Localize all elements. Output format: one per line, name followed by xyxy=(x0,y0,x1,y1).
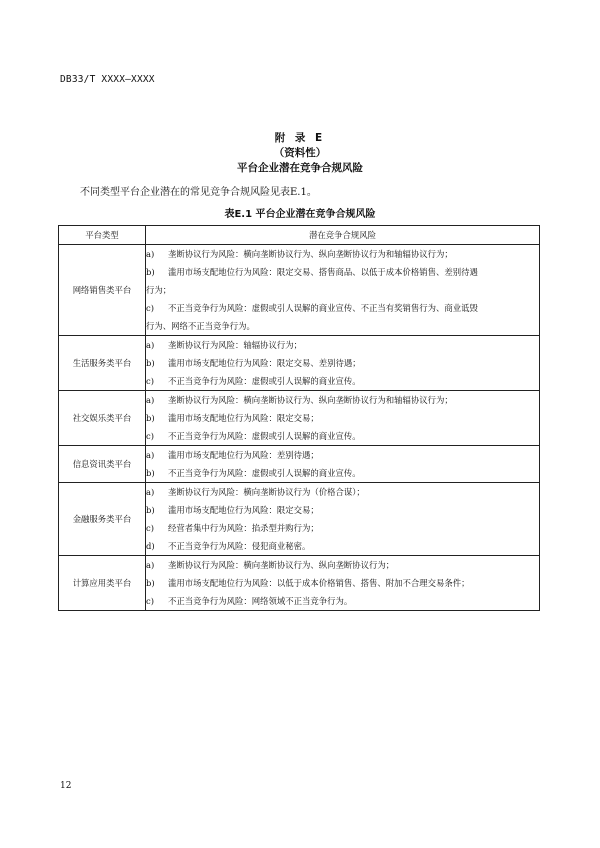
list-marker: c) xyxy=(146,431,154,441)
table-caption: 表E.1 平台企业潜在竞争合规风险 xyxy=(224,209,376,220)
risk-item xyxy=(146,483,533,501)
risk-item xyxy=(146,317,533,335)
header-potential-risk: 潜在竞争合规风险 xyxy=(146,226,540,245)
risk-table xyxy=(58,225,540,611)
standard-code: DB33/T XXXX—XXXX xyxy=(60,74,155,85)
platform-type-cell: 信息资讯类平台 xyxy=(59,446,146,483)
table-row xyxy=(59,245,540,336)
risk-item xyxy=(146,391,533,409)
list-marker: a) xyxy=(146,450,155,460)
list-marker: c) xyxy=(146,303,154,313)
risk-item-text: 滥用市场支配地位行为风险：差别待遇； xyxy=(168,450,319,460)
risk-item xyxy=(146,281,533,299)
list-marker: d) xyxy=(146,541,155,551)
risk-item-text: 滥用市场支配地位行为风险：限定交易； xyxy=(168,505,319,515)
risk-item-text: 滥用市场支配地位行为风险：限定交易、搭售商品、以低于成本价格销售、差别待遇 xyxy=(168,267,478,277)
risk-item-text: 不正当竞争行为风险：侵犯商业秘密。 xyxy=(168,541,311,551)
list-marker: b) xyxy=(146,468,155,478)
risk-item xyxy=(146,336,533,354)
list-marker: b) xyxy=(146,413,155,423)
risk-list-cell xyxy=(146,483,540,556)
risk-item xyxy=(146,245,533,263)
risk-list-cell xyxy=(146,245,540,336)
risk-item-text: 垄断协议行为风险：横向垄断协议行为、纵向垄断协议行为和轴辐协议行为； xyxy=(168,249,453,259)
platform-type-cell: 金融服务类平台 xyxy=(59,483,146,556)
risk-item xyxy=(146,574,533,592)
risk-item xyxy=(146,537,533,555)
risk-item xyxy=(146,519,533,537)
risk-list-cell xyxy=(146,391,540,446)
platform-type-cell: 生活服务类平台 xyxy=(59,336,146,391)
list-marker: b) xyxy=(146,358,155,368)
risk-item-text: 不正当竞争行为风险：网络领域不正当竞争行为。 xyxy=(168,596,353,606)
risk-item-text: 滥用市场支配地位行为风险：以低于成本价格销售、搭售、附加不合理交易条件； xyxy=(168,578,470,588)
risk-item xyxy=(146,409,533,427)
risk-item xyxy=(146,592,533,610)
risk-item-text: 滥用市场支配地位行为风险：限定交易、差别待遇； xyxy=(168,358,361,368)
risk-item xyxy=(146,556,533,574)
list-marker: b) xyxy=(146,505,155,515)
risk-list-cell xyxy=(146,446,540,483)
page-number: 12 xyxy=(60,781,72,791)
risk-item xyxy=(146,372,533,390)
risk-item-text: 不正当竞争行为风险：虚假或引人误解的商业宣传。 xyxy=(168,376,361,386)
list-marker: c) xyxy=(146,376,154,386)
risk-item-text: 滥用市场支配地位行为风险：限定交易； xyxy=(168,413,319,423)
appendix-nature: （资料性） xyxy=(273,147,327,159)
table-row xyxy=(59,556,540,611)
list-marker: c) xyxy=(146,596,154,606)
risk-list-cell xyxy=(146,336,540,391)
risk-item-text: 垄断协议行为风险：横向垄断协议行为、纵向垄断协议行为； xyxy=(168,560,395,570)
list-marker: b) xyxy=(146,578,155,588)
appendix-title: 平台企业潜在竞争合规风险 xyxy=(237,162,363,174)
risk-list-cell xyxy=(146,556,540,611)
risk-item-text: 不正当竞争行为风险：虚假或引人误解的商业宣传。 xyxy=(168,468,361,478)
list-marker: a) xyxy=(146,395,155,405)
risk-item-text: 垄断协议行为风险：轴辐协议行为； xyxy=(168,340,302,350)
risk-item-text: 不正当竞争行为风险：虚假或引人误解的商业宣传、不正当有奖销售行为、商业诋毁 xyxy=(168,303,478,313)
risk-item-text: 垄断协议行为风险：横向垄断协议行为、纵向垄断协议行为和轴辐协议行为； xyxy=(168,395,453,405)
header-platform-type: 平台类型 xyxy=(59,226,146,245)
risk-item xyxy=(146,299,533,317)
list-marker: c) xyxy=(146,523,154,533)
list-marker: b) xyxy=(146,267,155,277)
risk-table-body xyxy=(59,245,540,611)
risk-item xyxy=(146,427,533,445)
risk-item xyxy=(146,464,533,482)
risk-item-text: 经营者集中行为风险：掐杀型并购行为； xyxy=(168,523,319,533)
list-marker: a) xyxy=(146,340,155,350)
table-row xyxy=(59,336,540,391)
list-marker: a) xyxy=(146,487,155,497)
table-row xyxy=(59,391,540,446)
intro-paragraph: 不同类型平台企业潜在的常见竞争合规风险见表E.1。 xyxy=(80,187,317,198)
list-marker: a) xyxy=(146,249,155,259)
risk-item-text: 行为、网络不正当竞争行为。 xyxy=(146,321,255,331)
risk-item xyxy=(146,354,533,372)
platform-type-cell: 社交娱乐类平台 xyxy=(59,391,146,446)
platform-type-cell: 计算应用类平台 xyxy=(59,556,146,611)
risk-item xyxy=(146,446,533,464)
table-row xyxy=(59,483,540,556)
platform-type-cell: 网络销售类平台 xyxy=(59,245,146,336)
risk-item-text: 不正当竞争行为风险：虚假或引人误解的商业宣传。 xyxy=(168,431,361,441)
risk-item xyxy=(146,501,533,519)
risk-item-text: 垄断协议行为风险：横向垄断协议行为（价格合谋）； xyxy=(168,487,365,497)
table-header-row xyxy=(59,226,540,245)
list-marker: a) xyxy=(146,560,155,570)
table-row xyxy=(59,446,540,483)
risk-item xyxy=(146,263,533,281)
appendix-label: 附 录 E xyxy=(274,132,326,144)
risk-item-text: 行为； xyxy=(146,285,172,295)
